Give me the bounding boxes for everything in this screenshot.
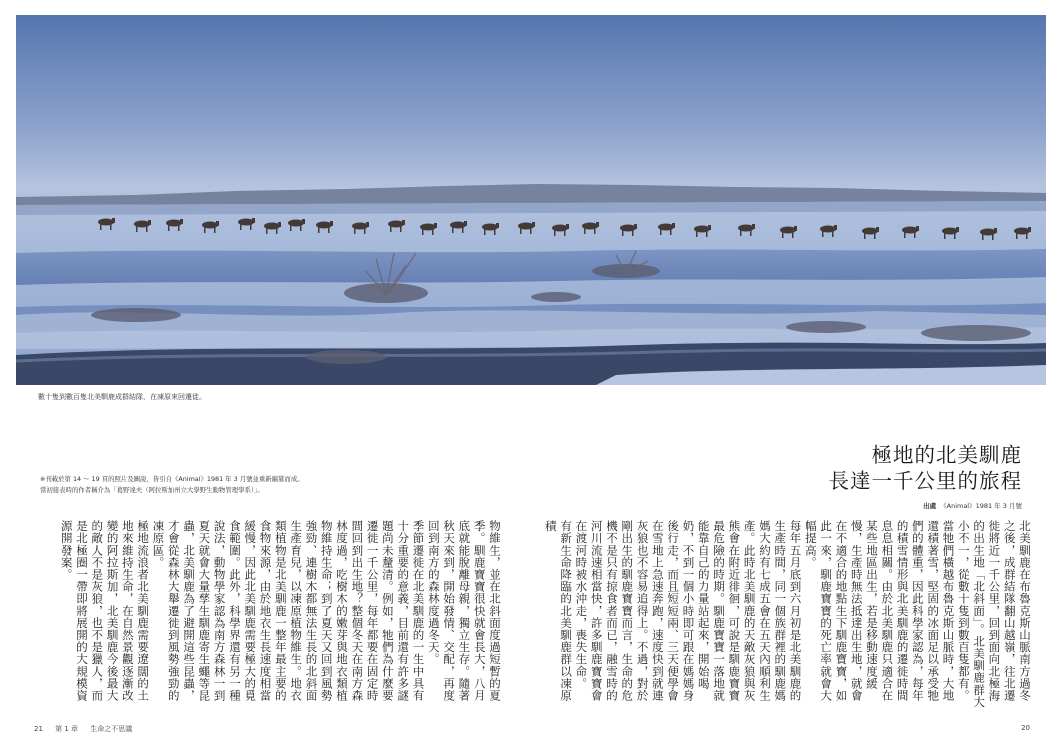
left-page-footer (34, 724, 142, 734)
article-title-line-2: 長達一千公里的旅程 (828, 469, 1022, 493)
article-title-block (829, 442, 1023, 510)
body-paragraph: 有新生命降臨的北美馴鹿群以凍原積 (543, 520, 574, 702)
source-label: 出處 (923, 502, 937, 510)
body-text-left-page (32, 520, 502, 712)
photo-illustration (16, 15, 1046, 385)
note-line-1: ※刊載於第 14 ～ 19 頁的照片及圖說，皆引自《Animal》1981 年 3 月號並重新編纂而成。 (40, 475, 304, 483)
editorial-notes (40, 474, 304, 496)
article-title-line-1: 極地的北美馴鹿 (871, 443, 1022, 467)
body-paragraph: 每年五月底到六月初是北美馴鹿的生產時間，同一個族群裡的馴鹿媽媽大約有七成五會在五天內順利生產。此時北美馴鹿的天敵灰狼與灰熊會在附近徘徊，可說是馴鹿寶寶最危險的時期。馴鹿寶寶一落地就能靠自己的力量站起來，開始喝奶，不到一個小時即可跟在媽媽身後行走，而且短短兩、三天便學會在雪地上急速奔跑，速度快到就連灰狼也不容易追得上。不過，對於剛出生的馴鹿寶寶而言，生命的危機不是只有掠食者而已，融雪時的河川流速相當快，許多馴鹿寶寶會在渡河時被水沖走，喪失生命。 (574, 520, 803, 702)
chapter-label: 第 1 章 (55, 725, 79, 733)
body-text-right-page (543, 520, 1032, 712)
body-paragraph: 極地流浪者北美馴鹿需要遼闊的土地來維持生命，在自然景觀逐漸改變的阿拉斯加，北美馴鹿今後最大的敵人不是灰狼，也不是獵人，而是北極圈一帶即將展開的大規模資源開發案。 (59, 520, 151, 702)
left-page-number: 21 (34, 725, 43, 733)
body-paragraph: 物維生，並在北斜面度過短暫的夏季。馴鹿寶寶很快就會長大，八月底就能脫離母親，獨立生存。隨著秋天來到，開始發情、交配，再度回到南方的森林度過冬天。 (426, 520, 502, 702)
source-text: 《Animal》1981 年 3 月號 (940, 502, 1022, 510)
note-line-2: 當初接表時的作者稱介為「葛野達夫（阿拉斯加州立大學野生動物管理學系）」。 (40, 486, 264, 494)
chapter-title: 生命之不思議 (90, 725, 133, 733)
body-paragraph: 季節遷徙在北美馴鹿的一生中具有十分重要的意義，目前還有許多謎題尚未釐清。例如，牠們為什麼要遷徙一千公里，每年都要在固定時間回到出生地？整個冬天在南方森林度過，吃樹木的嫩芽與地衣類植物維持生命；到了夏天又回到風勢強勁、連樹木都無法生長的北斜面生產育兒，以凍原植物維生。地衣類植物是北美馴鹿一整年最主要的食物來源，由於地衣生長速度相當緩慢，因此北美馴鹿需要極大的覓食範圍。此外，科學界還有另一種說法，動物學家認為南方森林一到夏天就會大量孳生馴鹿寄生蠅等昆蟲，北美馴鹿為了避開這些昆蟲，才會從森林大舉遷徙到風勢強勁的凍原區。 (151, 520, 426, 702)
water-channel (16, 249, 1046, 285)
right-page-number: 20 (1021, 724, 1030, 732)
sky (16, 15, 1046, 195)
source-credit (829, 501, 1023, 510)
body-paragraph: 北美馴鹿在布魯克斯山脈南方過冬之後，成群結隊翻山越嶺，往北遷徙將近一千公里，回到面向北極海的出生地「北斜面」。北美馴鹿群大小不一，從數十隻到數百隻都有。當牠們橫越布魯克斯山脈時，大地還積著雪，堅固的冰面足以承受牠們的體重，因此科學家認為，每年的積雪情形與北美馴鹿的遷徙時間息息相關。由於北美馴鹿只適合在某些地區出生，若是移動速度緩慢，生產時無法抵達出生地，就會在不適合的地點生下馴鹿寶寶，如此一來，馴鹿寶寶的死亡率就會大幅提高。 (803, 520, 1032, 708)
tundra-caribou-photo (16, 15, 1046, 385)
photo-caption: 數十隻到數百隻北美馴鹿成群結隊，在凍原來回遷徙。 (38, 393, 206, 401)
